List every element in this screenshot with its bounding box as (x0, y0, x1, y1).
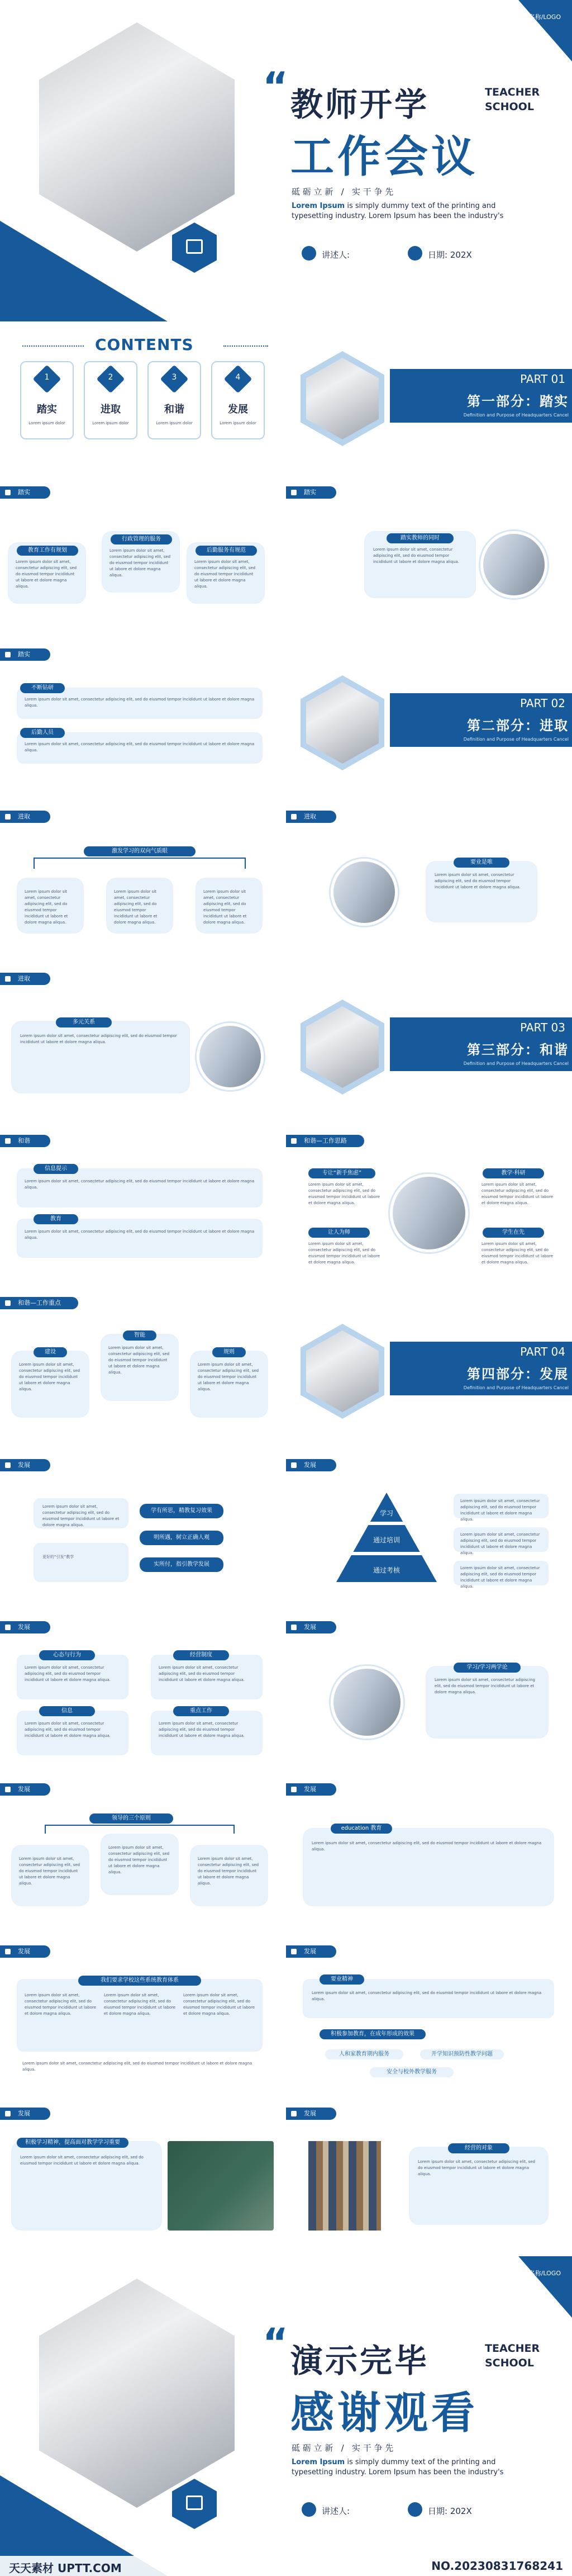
text-tr: Lorem ipsum dolor sit amet, consectetur adipiscing elit, sed do eiusmod tempor incididunt ut labore et dolore magna aliqua. (482, 1182, 554, 1205)
contents-rule-left (22, 345, 84, 347)
ending-teacher-school: TEACHER SCHOOL (485, 2342, 540, 2369)
pill-main: 踏实教师的同时 (387, 533, 454, 543)
pill-tl: 专让“新手焦虑” (308, 1168, 375, 1178)
part-number: PART 04 (520, 1345, 565, 1358)
contents-item-4[interactable] (211, 361, 265, 439)
card-text-1: Lorem ipsum dolor sit amet, consectetur adipiscing elit, sed do eiusmod tempor incididunt ut labore et dolore magna aliqua. (16, 560, 77, 589)
part-title: 第四部分：发展 (467, 1366, 569, 1382)
ending-slide (0, 2256, 572, 2576)
slide-fazhan-5 (0, 1783, 286, 1943)
pill-2: 教育 (34, 1214, 78, 1224)
clock-icon (408, 2502, 422, 2517)
pill-bl: 让人为师 (308, 1228, 370, 1238)
ending-corner-top (483, 2256, 572, 2318)
card-text-2: Lorem ipsum dolor sit amet, consectetur adipiscing elit, sed do eiusmod tempor incididunt ut labore et dolore magna aliqua. (108, 1346, 170, 1375)
slide-tag: 发展 (0, 1945, 50, 1958)
card-text-1: Lorem ipsum dolor sit amet, consectetur adipiscing elit, sed do eiusmod tempor incididunt ut labore et dolore magna aliqua. (25, 697, 255, 708)
text-br: Lorem ipsum dolor sit amet, consectetur adipiscing elit, sed do eiusmod tempor incididunt ut labore et dolore magna aliqua. (482, 1242, 554, 1265)
part-subtitle: Definition and Purpose of Headquarters Cancel (463, 1061, 569, 1066)
user-icon (302, 2502, 316, 2517)
slide-hexie-1 (0, 1135, 286, 1294)
part-number: PART 01 (520, 372, 565, 386)
slide-tag: 发展 (0, 2108, 50, 2120)
card-text-1: Lorem ipsum dolor sit amet, consectetur adipiscing elit, sed do eiusmod tempor incididunt ut labore et dolore magna aliqua. (19, 1857, 80, 1886)
part-01-slide (286, 324, 572, 484)
cover-date-label: 日期: 202X (428, 250, 472, 260)
pill-main: 要业是唯 (454, 858, 509, 868)
user-icon (302, 246, 316, 261)
slide-tag: 发展 (286, 1621, 336, 1633)
pill-1: 积极参加教育，在成年形成的效果 (320, 2029, 426, 2039)
slide-fazhan-3 (0, 1621, 286, 1781)
slide-tag: 发展 (286, 1945, 336, 1958)
pill-3: 后勤服务有规范 (196, 546, 257, 556)
slide-fazhan-10 (286, 2108, 572, 2256)
contents-sub: Lorem ipsum dolor (28, 421, 65, 425)
footer-right: NO.20230831768241 (431, 2559, 563, 2573)
pill-main: 领导的三个原则 (89, 1813, 173, 1824)
part-title: 第二部分：进取 (467, 718, 569, 733)
card-text: Lorem ipsum dolor sit amet, consectetur adipiscing elit, sed do eiusmod tempor incididunt ut labore et dolore magna aliqua. (435, 873, 521, 889)
pill-3: 开学知识预防性教学问题 (420, 2049, 504, 2059)
connector (34, 858, 246, 869)
ending-quote-mark: “ (263, 2320, 289, 2366)
slide-tag: 踏实 (286, 486, 336, 499)
slide-tashi-1 (0, 486, 286, 646)
cover-slogan: 砥 砺 立 新 / 实 干 争 先 (292, 187, 394, 197)
cover-lorem-bold: Lorem Ipsum (292, 202, 345, 210)
part-03-slide (286, 973, 572, 1132)
slide-tag: 发展 (0, 1621, 50, 1633)
text-tl: Lorem ipsum dolor sit amet, consectetur adipiscing elit, sed do eiusmod tempor incididunt ut labore et dolore magna aliqua. (308, 1182, 380, 1205)
contents-sub: Lorem ipsum dolor (156, 421, 193, 425)
slide-fazhan-8 (286, 1945, 572, 2105)
cover-slide (0, 0, 572, 321)
slide-tag: 发展 (286, 1783, 336, 1796)
pill-main: education 教育 (331, 1824, 392, 1834)
card-text-2: Lorem ipsum dolor sit amet, consectetur adipiscing elit, sed do eiusmod tempor incididunt ut labore et dolore magna aliqua. (159, 1665, 245, 1682)
cover-teacher-school: TEACHER SCHOOL (485, 86, 540, 113)
cover-title-line2: 工作会议 (290, 132, 479, 182)
part-subtitle: Definition and Purpose of Headquarters Cancel (463, 1385, 569, 1390)
pill-1: 心态与行为 (39, 1650, 95, 1660)
card-text-3: Lorem ipsum dolor sit amet, consectetur adipiscing elit, sed do eiusmod tempor incididunt ut labore et dolore magna aliqua. (460, 1566, 540, 1589)
contents-label: 踏实 (37, 404, 57, 415)
card-text-1: Lorem ipsum dolor sit amet, consectetur adipiscing elit, sed do eiusmod tempor incididunt ut labore et dolore magna aliqua. (25, 889, 68, 925)
card-text-2: Lorem ipsum dolor sit amet, consectetur adipiscing elit, sed do eiusmod tempor incididunt ut labore et dolore magna aliqua. (25, 1229, 255, 1240)
card-text: Lorem ipsum dolor sit amet, consectetur adipiscing elit, sed do eiusmod tempor incididunt ut labore et dolore magna aliqua. (418, 2160, 535, 2176)
round-photo (331, 1666, 403, 1739)
clock-icon (408, 246, 422, 261)
slide-tag: 进取 (286, 811, 336, 823)
slide-tag: 踏实 (0, 486, 50, 499)
part-number: PART 03 (520, 1021, 565, 1034)
contents-slide (0, 324, 286, 484)
pill-2: 人和家教育期内服务 (325, 2049, 403, 2059)
pill-2: 经营制度 (173, 1650, 229, 1660)
ending-lorem-bold: Lorem Ipsum (292, 2458, 345, 2466)
card-text-2: Lorem ipsum dolor sit amet, consectetur adipiscing elit, sed do eiusmod tempor incididunt ut labore et dolore magna aliqua. (109, 548, 171, 577)
part-title: 第三部分：和谐 (467, 1042, 569, 1058)
card-text-3: Lorem ipsum dolor sit amet, consectetur adipiscing elit, sed do eiusmod tempor incididunt ut labore et dolore magna aliqua. (194, 560, 256, 589)
pill-1: 学有所思，精教复习效果 (140, 1504, 223, 1518)
ending-title-line2: 感谢观看 (290, 2388, 479, 2438)
slide-hexie-3 (0, 1297, 286, 1456)
slide-jinqu-2 (286, 811, 572, 970)
round-photo (390, 1174, 468, 1252)
part-subtitle: Definition and Purpose of Headquarters Cancel (463, 413, 569, 418)
pill-4: 重点工作 (173, 1706, 229, 1716)
ending-lorem-text: is simply dummy text of the printing and typesetting industry. Lorem Ipsum has been the industry's (292, 2458, 504, 2476)
card-text-1: Lorem ipsum dolor sit amet, consectetur adipiscing elit, sed do eiusmod tempor incididunt ut labore et dolore magna aliqua. (42, 1504, 120, 1527)
pill-3: 信息 (39, 1706, 95, 1716)
card-text-2: Lorem ipsum dolor sit amet, consectetur adipiscing elit, sed do eiusmod tempor incididunt ut labore et dolore magna aliqua. (104, 1993, 176, 2016)
cover-photo (39, 22, 235, 252)
contents-label: 和谐 (164, 404, 184, 415)
slide-fazhan-1 (0, 1459, 286, 1618)
card-text: Lorem ipsum dolor sit amet, consectetur adipiscing elit, sed do eiusmod tempor incididunt ut labore et dolore magna aliqua. (373, 547, 460, 564)
pill-main: 积极学习精神，提高面对教学学习重要 (17, 2138, 128, 2148)
card-text-2: Lorem ipsum dolor sit amet, consectetur adipiscing elit, sed do eiusmod tempor incididunt ut labore et dolore magna aliqua. (114, 889, 158, 925)
pyramid-divider-2 (320, 1552, 454, 1555)
round-photo (197, 1023, 264, 1090)
slide-fazhan-4 (286, 1621, 572, 1781)
contents-label: 进取 (101, 404, 121, 415)
pill-1: 不断钻研 (20, 683, 65, 693)
card-text: Lorem ipsum dolor sit amet, consectetur adipiscing elit, sed do eiusmod tempor incididunt ut labore et dolore magna aliqua. (435, 1678, 535, 1694)
cover-lorem-text: is simply dummy text of the printing and typesetting industry. Lorem Ipsum has been the industry's (292, 202, 504, 220)
card-text-3: Lorem ipsum dolor sit amet, consectetur adipiscing elit, sed do eiusmod tempor incididunt ut labore et dolore magna aliqua. (198, 1857, 259, 1886)
part-subtitle: Definition and Purpose of Headquarters Cancel (463, 737, 569, 742)
pill-1: 信息提示 (34, 1164, 78, 1174)
slide-tag: 和谐 (0, 1135, 50, 1147)
card-text-1: Lorem ipsum dolor sit amet, consectetur adipiscing elit, sed do eiusmod tempor incididunt ut labore et dolore magna aliqua. (19, 1362, 80, 1391)
slide-tag: 进取 (0, 811, 50, 823)
pill-3: 实所付，指引教学发展 (140, 1557, 223, 1572)
cover-title-line1: 教师开学 (290, 86, 430, 124)
books-photo (308, 2141, 381, 2231)
slide-tag: 和谐—工作重点 (0, 1297, 78, 1309)
card-text-2: Lorem ipsum dolor sit amet, consectetur adipiscing elit, sed do eiusmod tempor incididunt ut labore et dolore magna aliqua. (108, 1845, 170, 1874)
slide-tag: 进取 (0, 973, 50, 985)
slide-fazhan-6 (286, 1783, 572, 1943)
contents-item-3[interactable] (147, 361, 201, 439)
contents-num: 1 (44, 373, 50, 382)
card-text: Lorem ipsum dolor sit amet, consectetur adipiscing elit, sed do eiusmod tempor incididunt ut labore et dolore magna aliqua. (312, 1991, 542, 2001)
card-text-3: Lorem ipsum dolor sit amet, consectetur adipiscing elit, sed do eiusmod tempor incididunt ut labore et dolore magna aliqua. (198, 1362, 259, 1391)
pill-main: 要业精神 (320, 1974, 364, 1985)
slide-tashi-3 (0, 648, 286, 808)
pill-2: 行政管理的服务 (111, 534, 172, 544)
pill-main: 激发学习的双向气质眼 (84, 846, 196, 856)
contents-title: CONTENTS (95, 335, 194, 354)
card-text-2: 更好的“引发”教学 (42, 1555, 74, 1559)
contents-sub: Lorem ipsum dolor (92, 421, 129, 425)
slide-fazhan-7 (0, 1945, 286, 2105)
card-text: Lorem ipsum dolor sit amet, consectetur adipiscing elit, sed do eiusmod tempor incididunt ut labore et dolore magna aliqua. (20, 2155, 144, 2166)
text-bl: Lorem ipsum dolor sit amet, consectetur adipiscing elit, sed do eiusmod tempor incididunt ut labore et dolore magna aliqua. (308, 1242, 380, 1265)
contents-num: 2 (108, 373, 113, 382)
pill-2: 明所遇，树立正确人观 (140, 1531, 223, 1545)
school-logo-text: 学校名称/LOGO (516, 13, 561, 21)
slide-jinqu-1 (0, 811, 286, 970)
pill-main: 多元关系 (56, 1017, 112, 1027)
ending-title-line1: 演示完毕 (290, 2342, 430, 2380)
book-icon (186, 239, 203, 254)
card-text-2: Lorem ipsum dolor sit amet, consectetur adipiscing elit, sed do eiusmod tempor incididunt ut labore et dolore magna aliqua. (460, 1532, 540, 1555)
card-text-3: Lorem ipsum dolor sit amet, consectetur adipiscing elit, sed do eiusmod tempor incididunt ut labore et dolore magna aliqua. (183, 1993, 255, 2016)
contents-num: 4 (235, 373, 241, 382)
card-text-1: Lorem ipsum dolor sit amet, consectetur adipiscing elit, sed do eiusmod tempor incididunt ut labore et dolore magna aliqua. (460, 1499, 540, 1522)
pill-main: 学习/学习两学论 (454, 1663, 521, 1673)
ending-lorem (292, 2457, 537, 2478)
pill-br: 学生在先 (483, 1228, 544, 1238)
contents-num: 3 (171, 373, 177, 382)
cover-lorem (292, 201, 537, 221)
cover-quote-mark: “ (263, 64, 289, 110)
slide-tag: 发展 (0, 1783, 50, 1796)
part-title: 第一部分：踏实 (467, 394, 569, 409)
slide-hexie-2 (286, 1135, 572, 1294)
slide-tag: 发展 (286, 2108, 336, 2120)
school-logo-text: 学校名称/LOGO (516, 2270, 561, 2277)
pill-2: 后勤人员 (20, 728, 65, 738)
pill-4: 安全与校外教学服务 (370, 2067, 454, 2077)
card-text-4: Lorem ipsum dolor sit amet, consectetur adipiscing elit, sed do eiusmod tempor incididunt ut labore et dolore magna aliqua. (159, 1721, 245, 1738)
card-text-1: Lorem ipsum dolor sit amet, consectetur adipiscing elit, sed do eiusmod tempor incididunt ut labore et dolore magna aliqua. (25, 1993, 97, 2016)
round-photo (331, 859, 398, 926)
pill-tr: 教学·科研 (483, 1168, 544, 1178)
contents-item-1[interactable] (20, 361, 74, 439)
pyramid-level-3: 通过考核 (373, 1566, 400, 1574)
pyramid-level-2: 通过培训 (373, 1536, 400, 1544)
card-text-1: Lorem ipsum dolor sit amet, consectetur adipiscing elit, sed do eiusmod tempor incididunt ut labore et dolore magna aliqua. (25, 1665, 111, 1682)
pill-main: 我们要求学校这些系统教育体系 (78, 1976, 201, 1986)
slide-tag: 发展 (286, 1459, 336, 1471)
ending-photo (39, 2279, 235, 2508)
classroom-photo (168, 2141, 274, 2231)
slide-tashi-2 (286, 486, 572, 646)
cover-corner-top (483, 0, 572, 61)
card-text-1: Lorem ipsum dolor sit amet, consectetur adipiscing elit, sed do eiusmod tempor incididunt ut labore et dolore magna aliqua. (25, 1179, 255, 1190)
pyramid-divider-1 (320, 1522, 454, 1525)
card-text-3: Lorem ipsum dolor sit amet, consectetur adipiscing elit, sed do eiusmod tempor incididunt ut labore et dolore magna aliqua. (203, 889, 247, 925)
connector (45, 1825, 235, 1834)
pyramid-level-1: 学习 (379, 1509, 393, 1517)
ending-date-label: 日期: 202X (428, 2506, 472, 2516)
slide-tag: 发展 (0, 1459, 50, 1471)
pill-main: 经营的对象 (448, 2143, 509, 2153)
slide-tag: 和谐—工作思路 (286, 1135, 364, 1147)
part-04-slide (286, 1297, 572, 1456)
pill-1: 教育工作有规划 (17, 546, 78, 556)
cover-speaker-label: 讲述人: (322, 250, 350, 260)
pill-3: 规则 (212, 1347, 246, 1357)
card-text: Lorem ipsum dolor sit amet, consectetur adipiscing elit, sed do eiusmod tempor incididunt ut labore et dolore magna aliqua. (20, 1034, 177, 1044)
contents-sub: Lorem ipsum dolor (220, 421, 256, 425)
slide-jinqu-3 (0, 973, 286, 1132)
slide-fazhan-9 (0, 2108, 286, 2256)
part-number: PART 02 (520, 697, 565, 710)
footer-bar (0, 2556, 572, 2576)
card-text-3: Lorem ipsum dolor sit amet, consectetur adipiscing elit, sed do eiusmod tempor incididunt ut labore et dolore magna aliqua. (25, 1721, 111, 1738)
card-text: Lorem ipsum dolor sit amet, consectetur adipiscing elit, sed do eiusmod tempor incididunt ut labore et dolore magna aliqua. (312, 1841, 542, 1852)
pill-1: 建设 (34, 1347, 67, 1357)
contents-label: 发展 (228, 404, 248, 415)
slide-tag: 踏实 (0, 648, 50, 661)
footnote: Lorem ipsum dolor sit amet, consectetur adipiscing elit, sed do eiusmod tempor incididunt ut labore et dolore magna aliqua. (22, 2061, 252, 2072)
card-text-2: Lorem ipsum dolor sit amet, consectetur adipiscing elit, sed do eiusmod tempor incididunt ut labore et dolore magna aliqua. (25, 742, 255, 752)
ending-slogan: 砥 砺 立 新 / 实 干 争 先 (292, 2443, 394, 2453)
footer-left: 天天素材 UPTT.COM (9, 2561, 122, 2575)
ending-speaker-label: 讲述人: (322, 2506, 350, 2516)
contents-item-2[interactable] (84, 361, 137, 439)
round-photo (480, 531, 547, 598)
pill-2: 智能 (123, 1330, 156, 1341)
part-02-slide (286, 648, 572, 808)
slide-fazhan-2 (286, 1459, 572, 1618)
contents-rule-right (223, 345, 268, 347)
book-icon (186, 2496, 203, 2510)
